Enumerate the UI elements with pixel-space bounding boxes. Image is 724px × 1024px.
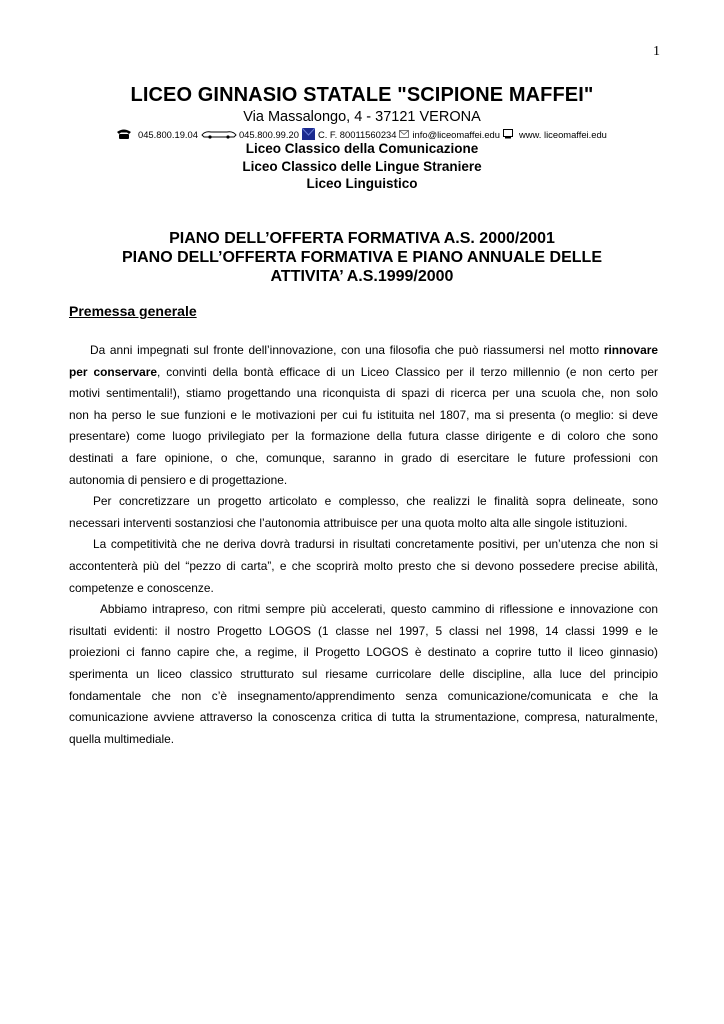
email-address[interactable]: info@liceomaffei.edu bbox=[412, 128, 500, 140]
paragraph-line: fondamentale che non c’è insegnamento/apprendimento senza comunicazione/comunicata e che la bbox=[69, 688, 658, 703]
paragraph-line: proiezioni ci fanno capire che, a regime, il Progetto LOGOS è destinato a coprire tutto il liceo ginnasio) bbox=[69, 645, 658, 660]
school-name: LICEO GINNASIO STATALE "SCIPIONE MAFFEI" bbox=[130, 84, 594, 106]
computer-icon bbox=[503, 129, 513, 139]
telephone-icon bbox=[116, 128, 132, 140]
course-linguistico: Liceo Linguistico bbox=[306, 176, 418, 191]
paragraph-line: destinati a fare opinione, o che, comunque, saranno in grado di esercitare le future professioni con bbox=[69, 450, 658, 465]
paragraph-line: sperimenta un liceo classico strutturato sul riesame curricolare delle discipline, alla luce del principio bbox=[69, 666, 658, 681]
paragraph-line: quella multimediale. bbox=[69, 731, 175, 746]
paragraph-line: comunicazione avviene attraverso la conoscenza critica di tutta la strumentazione, compresa, naturalmente, bbox=[69, 710, 658, 725]
paragraph-line: motivi sentimentali!), stiamo progettando una riconquista di spazi di ricerca per una scuola che, non solo bbox=[69, 386, 658, 401]
school-address: Via Massalongo, 4 - 37121 VERONA bbox=[243, 109, 481, 125]
paragraph-text: Da anni impegnati sul fronte dell’innovazione, con una filosofia che può riassumersi nel motto bbox=[90, 343, 604, 357]
fax-icon bbox=[201, 129, 237, 139]
page-number: 1 bbox=[653, 44, 660, 59]
paragraph-line: presentare) come luogo privilegiato per la formazione della futura classe dirigente e di coloro che sono bbox=[69, 429, 658, 444]
course-lingue-straniere: Liceo Classico delle Lingue Straniere bbox=[242, 159, 482, 174]
document-title-line-1: PIANO DELL’OFFERTA FORMATIVA A.S. 2000/2001 bbox=[169, 230, 555, 247]
fax-number: 045.800.99.20 bbox=[238, 128, 299, 140]
paragraph-line bbox=[69, 340, 658, 362]
course-comunicazione: Liceo Classico della Comunicazione bbox=[245, 141, 479, 156]
mail-icon bbox=[399, 130, 409, 138]
contact-line bbox=[116, 126, 616, 142]
emphasis-text: per conservare bbox=[69, 364, 157, 379]
section-heading: Premessa generale bbox=[69, 303, 197, 319]
emphasis-text: rinnovare bbox=[603, 343, 658, 357]
document-title-line-2: PIANO DELL’OFFERTA FORMATIVA E PIANO ANNUALE DELLE bbox=[122, 249, 602, 266]
phone-number: 045.800.19.04 bbox=[138, 128, 198, 140]
paragraph-line: accontenterà più del “pezzo di carta”, e che scoprirà molto presto che si devono possedere precise abilità, bbox=[69, 558, 658, 573]
paragraph-line: necessari interventi sostanziosi che l’autonomia attribuisce per una quota molto alta alle singole istituzioni. bbox=[69, 515, 628, 530]
paragraph-line: competenze e conoscenze. bbox=[69, 580, 214, 595]
website-url[interactable]: www. liceomaffei.edu bbox=[519, 128, 607, 140]
paragraph-line: risultati evidenti: il nostro Progetto LOGOS (1 classe nel 1997, 5 classi nel 1998, 14 classi 1999 e le bbox=[69, 623, 658, 638]
body-text bbox=[69, 340, 658, 750]
paragraph-text: , convinti della bontà efficace di un Liceo Classico per il terzo millennio (e non certo per bbox=[156, 364, 658, 379]
tax-code: C. F. 80011560234 bbox=[317, 128, 397, 140]
paragraph-line: Per concretizzare un progetto articolato e complesso, che realizzi le finalità sopra delineate, sono bbox=[93, 494, 658, 509]
paragraph-line bbox=[69, 362, 658, 384]
paragraph-line: non ha perso le sue funzioni e le motivazioni per cui fu istituita nel 1807, ma si presenta (o meglio: si deve bbox=[69, 407, 658, 422]
envelope-blue-icon bbox=[302, 128, 315, 140]
paragraph-line: autonomia di pensiero e di progettazione. bbox=[69, 472, 288, 487]
paragraph-line: La competitività che ne deriva dovrà tradursi in risultati concretamente positivi, per un’utenza che non si bbox=[93, 537, 658, 552]
paragraph-line: Abbiamo intrapreso, con ritmi sempre più accelerati, questo cammino di riflessione e innovazione con bbox=[100, 602, 658, 617]
document-title-line-3: ATTIVITA’ A.S.1999/2000 bbox=[270, 268, 454, 285]
